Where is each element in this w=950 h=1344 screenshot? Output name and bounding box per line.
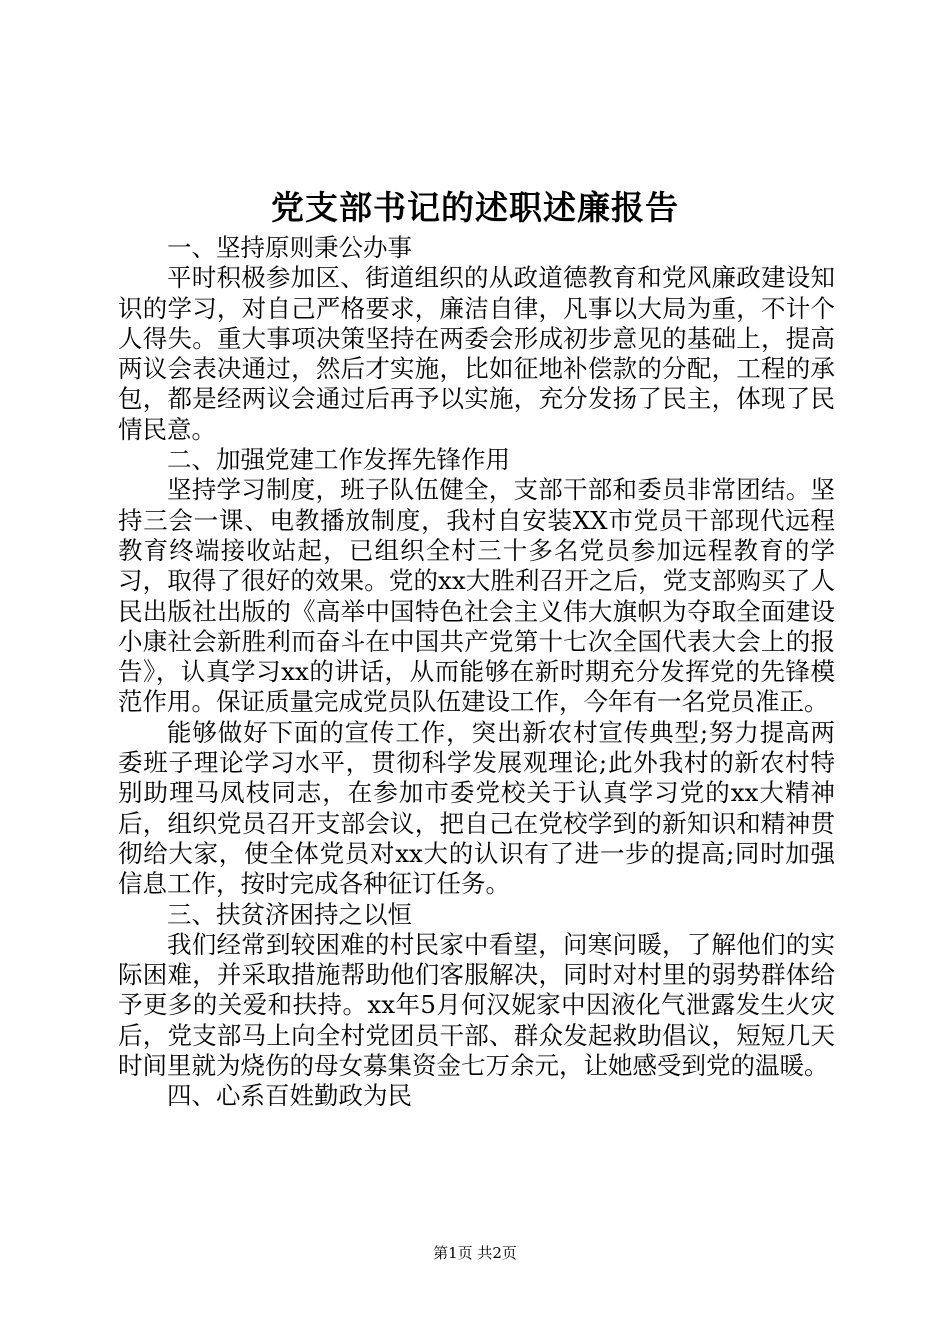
page-footer: 第1页 共2页	[433, 1244, 517, 1262]
section-heading: 三、扶贫济困持之以恒	[167, 899, 412, 929]
section-paragraph: 能够做好下面的宣传工作，突出新农村宣传典型;努力提高两委班子理论学习水平，贯彻科学发展观理论;此外我村的新农村特别助理马凤枝同志，在参加市委党校关于认真学习党的xx大精神后，组织党员召开支部会议，把自己在党校学到的新知识和精神贯彻给大家，使全体党员对xx大的认识有了进一步的提高;同时加强信息工作，按时完成各种征订任务。	[118, 717, 835, 899]
section-paragraph: 坚持学习制度，班子队伍健全，支部干部和委员非常团结。坚持三会一课、电教播放制度，我村自安装XX市党员干部现代远程教育终端接收站起，已组织全村三十多名党员参加远程教育的学习，取得了很好的效果。党的xx大胜利召开之后，党支部购买了人民出版社出版的《高举中国特色社会主义伟大旗帜为夺取全面建设小康社会新胜利而奋斗在中国共产党第十七次全国代表大会上的报告》，认真学习xx的讲话，从而能够在新时期充分发挥党的先锋模范作用。保证质量完成党员队伍建设工作，今年有一名党员准正。	[118, 475, 835, 717]
section-paragraph: 平时积极参加区、街道组织的从政道德教育和党风廉政建设知识的学习，对自己严格要求，廉洁自律，凡事以大局为重，不计个人得失。重大事项决策坚持在两委会形成初步意见的基础上，提高两议会表决通过，然后才实施，比如征地补偿款的分配，工程的承包，都是经两议会通过后再予以实施，充分发扬了民主，体现了民情民意。	[118, 263, 835, 444]
section-heading: 一、坚持原则秉公办事	[167, 233, 412, 262]
section-paragraph: 我们经常到较困难的村民家中看望，问寒问暖，了解他们的实际困难，并采取措施帮助他们客服解决，同时对村里的弱势群体给予更多的关爱和扶持。xx年5月何汉妮家中因液化气泄露发生火灾后，党支部马上向全村党团员干部、群众发起救助倡议，短短几天时间里就为烧伤的母女募集资金七万余元，让她感受到党的温暖。	[118, 929, 835, 1081]
section-heading: 四、心系百姓勤政为民	[167, 1081, 412, 1111]
document-title: 党支部书记的述职述廉报告	[271, 188, 679, 227]
document-body	[118, 233, 835, 1112]
section-heading: 二、加强党建工作发挥先锋作用	[167, 445, 510, 475]
